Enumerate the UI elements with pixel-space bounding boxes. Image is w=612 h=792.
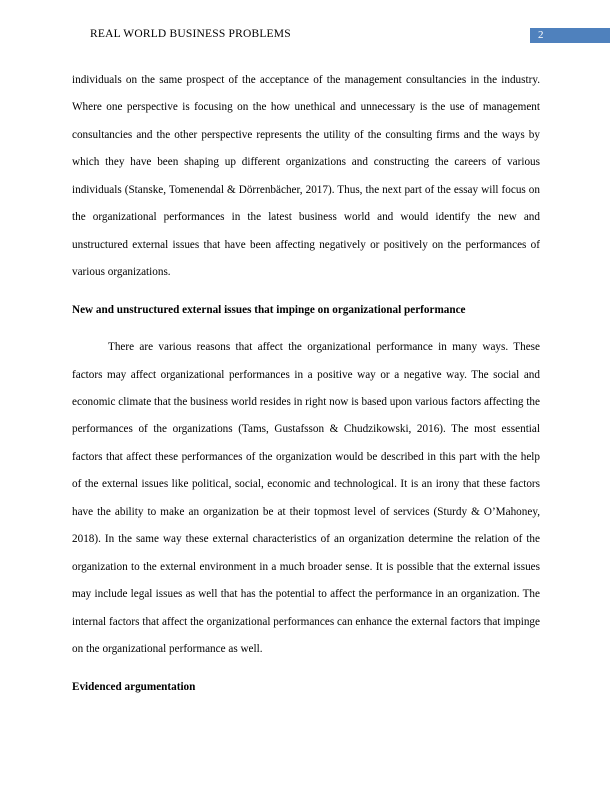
- page-number-badge: 2: [530, 28, 610, 43]
- running-header-title: REAL WORLD BUSINESS PROBLEMS: [90, 28, 291, 40]
- section-heading: Evidenced argumentation: [72, 680, 196, 693]
- body-paragraph: There are various reasons that affect the organizational performance in many ways. These factors may affect organizational performances in a positive way or a negative way. The social and economic climate that the business world resides in right now is based upon various factors affecting the performances of the organizations (Tams, Gustafsson & Chudzikowski, 2016). The most essential factors that affect these performances of the organization would be described in this part with the help of the external issues like political, social, economic and technological. It is an irony that these factors have the ability to make an organization be at their topmost level of services (Sturdy & O’Mahoney, 2018). In the same way these external characteristics of an organization determine the relation of the organization to the external environment in a much broader sense. It is possible that the external issues may include legal issues as well that has the potential to affect the performance in an organization. The internal factors that affect the organizational performances can enhance the external factors that impinge on the organizational performance as well.: [72, 341, 540, 656]
- body-paragraph: individuals on the same prospect of the acceptance of the management consultancies in the industry. Where one perspective is focusing on the how unethical and unnecessary is the use of management consultancies and the other perspective represents the utility of the consulting firms and the ways by which they have been shaping up different organizations and constructing the careers of various individuals (Stanske, Tomenendal & Dörrenbächer, 2017). Thus, the next part of the essay will focus on the organizational performances in the latest business world and would identify the new and unstructured external issues that have been affecting negatively or positively on the performances of various organizations.: [72, 74, 540, 279]
- document-body: [72, 67, 540, 701]
- section-heading: New and unstructured external issues that impinge on organizational performance: [72, 303, 466, 316]
